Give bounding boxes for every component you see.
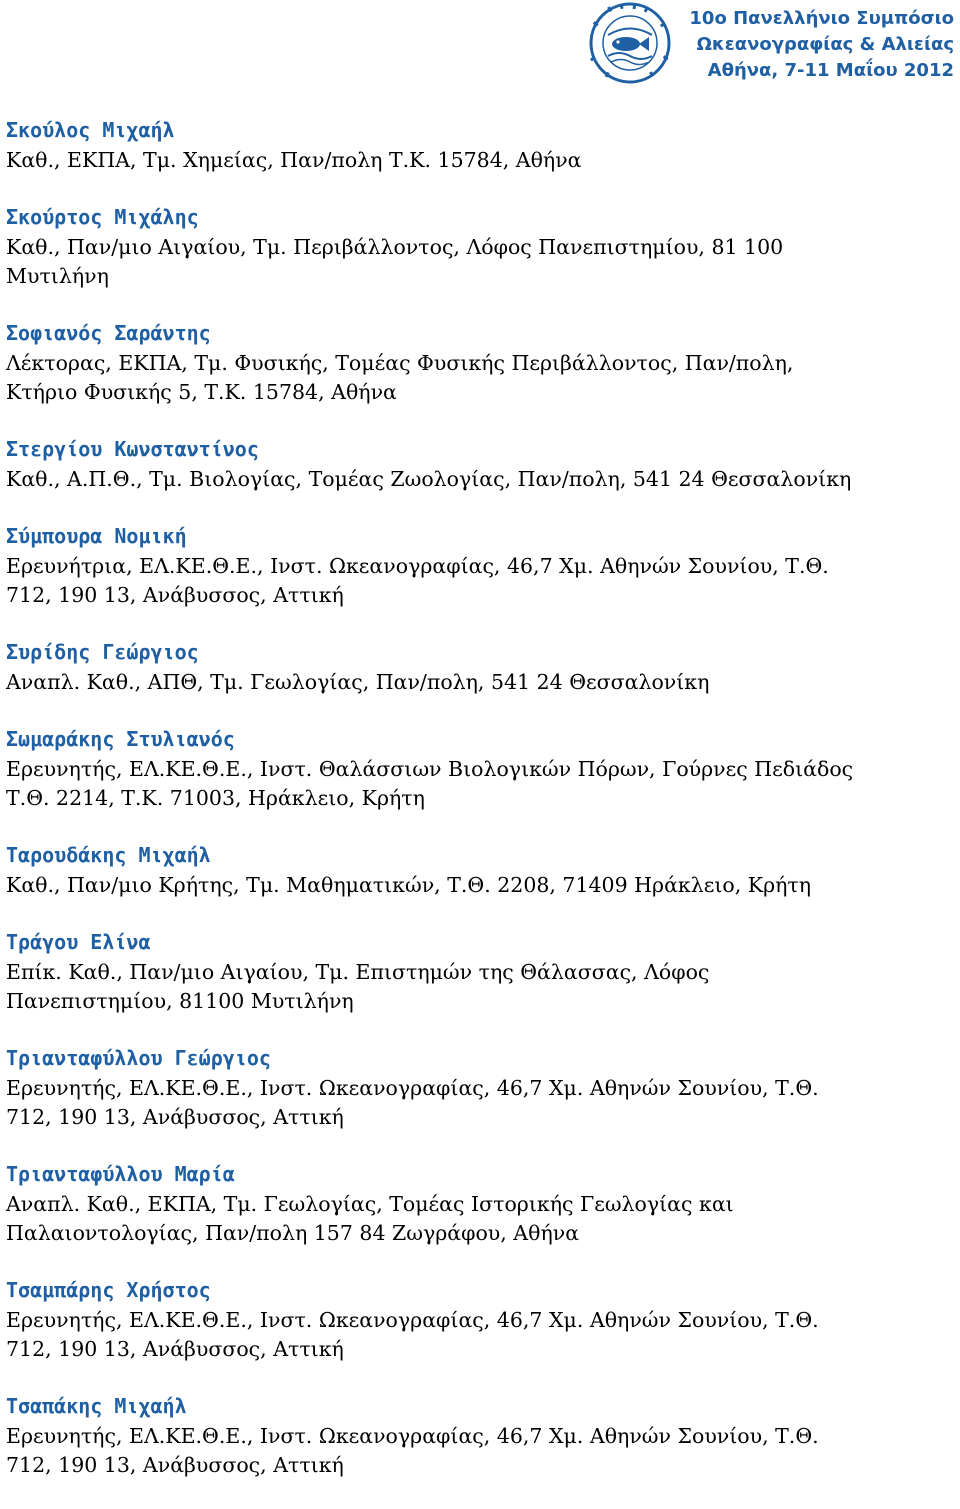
participant-entry bbox=[6, 726, 956, 813]
participant-entry bbox=[6, 1045, 956, 1132]
participant-affiliation bbox=[6, 349, 956, 407]
participant-name: Συρίδης Γεώργιος bbox=[6, 640, 199, 664]
participant-name: Σύμπουρα Νομική bbox=[6, 524, 187, 548]
participant-list bbox=[6, 117, 956, 1509]
participant-name: Τσαπάκης Μιχαήλ bbox=[6, 1394, 187, 1418]
affiliation-line: Ερευνητής, ΕΛ.ΚΕ.Θ.Ε., Ινστ. Θαλάσσιων Βιολογικών Πόρων, Γούρνες Πεδιάδος bbox=[6, 757, 854, 781]
conference-subject-line: Ωκεανογραφίας & Αλιείας bbox=[696, 34, 954, 55]
conference-name-line: 10ο Πανελλήνιο Συμπόσιο bbox=[689, 8, 954, 29]
participant-affiliation bbox=[6, 755, 956, 813]
participant-entry bbox=[6, 523, 956, 610]
page-header bbox=[0, 0, 960, 90]
participant-affiliation bbox=[6, 1306, 956, 1364]
participant-entry bbox=[6, 1277, 956, 1364]
affiliation-line: Καθ., ΕΚΠΑ, Τμ. Χημείας, Παν/πολη Τ.Κ. 15784, Αθήνα bbox=[6, 148, 582, 172]
affiliation-line: 712, 190 13, Ανάβυσσος, Αττική bbox=[6, 1453, 344, 1477]
affiliation-line: Μυτιλήνη bbox=[6, 264, 109, 288]
affiliation-line: Λέκτορας, ΕΚΠΑ, Τμ. Φυσικής, Τομέας Φυσικής Περιβάλλοντος, Παν/πολη, bbox=[6, 351, 794, 375]
participant-entry bbox=[6, 1161, 956, 1248]
participant-entry bbox=[6, 639, 956, 697]
participant-affiliation bbox=[6, 146, 956, 175]
participant-name: Στεργίου Κωνσταντίνος bbox=[6, 437, 259, 461]
participant-name: Τράγου Ελίνα bbox=[6, 930, 151, 954]
affiliation-line: Ερευνητής, ΕΛ.ΚΕ.Θ.Ε., Ινστ. Ωκεανογραφίας, 46,7 Χμ. Αθηνών Σουνίου, Τ.Θ. bbox=[6, 1424, 819, 1448]
affiliation-line: Καθ., Α.Π.Θ., Τμ. Βιολογίας, Τομέας Ζωολογίας, Παν/πολη, 541 24 Θεσσαλονίκη bbox=[6, 467, 852, 491]
affiliation-line: Κτήριο Φυσικής 5, Τ.Κ. 15784, Αθήνα bbox=[6, 380, 397, 404]
affiliation-line: Πανεπιστημίου, 81100 Μυτιλήνη bbox=[6, 989, 354, 1013]
participant-affiliation bbox=[6, 1190, 956, 1248]
participant-affiliation bbox=[6, 1074, 956, 1132]
conference-title bbox=[684, 6, 954, 84]
participant-entry bbox=[6, 842, 956, 900]
affiliation-line: Καθ., Παν/μιο Αιγαίου, Τμ. Περιβάλλοντος, Λόφος Πανεπιστημίου, 81 100 bbox=[6, 235, 784, 259]
participant-affiliation bbox=[6, 233, 956, 291]
affiliation-line: Ερευνητής, ΕΛ.ΚΕ.Θ.Ε., Ινστ. Ωκεανογραφίας, 46,7 Χμ. Αθηνών Σουνίου, Τ.Θ. bbox=[6, 1308, 819, 1332]
participant-name: Ταρουδάκης Μιχαήλ bbox=[6, 843, 211, 867]
participant-name: Σκούρτος Μιχάλης bbox=[6, 205, 199, 229]
participant-affiliation bbox=[6, 1422, 956, 1480]
affiliation-line: Καθ., Παν/μιο Κρήτης, Τμ. Μαθηματικών, Τ.Θ. 2208, 71409 Ηράκλειο, Κρήτη bbox=[6, 873, 812, 897]
participant-name: Σωμαράκης Στυλιανός bbox=[6, 727, 235, 751]
affiliation-line: 712, 190 13, Ανάβυσσος, Αττική bbox=[6, 583, 344, 607]
participant-affiliation bbox=[6, 668, 956, 697]
participant-name: Σκούλος Μιχαήλ bbox=[6, 118, 175, 142]
participant-entry bbox=[6, 117, 956, 175]
participant-entry bbox=[6, 929, 956, 1016]
conference-date-line: Αθήνα, 7-11 Μαΐου 2012 bbox=[707, 60, 954, 81]
participant-entry bbox=[6, 1393, 956, 1480]
participant-entry bbox=[6, 436, 956, 494]
affiliation-line: Παλαιοντολογίας, Παν/πολη 157 84 Ζωγράφου, Αθήνα bbox=[6, 1221, 580, 1245]
affiliation-line: Αναπλ. Καθ., ΕΚΠΑ, Τμ. Γεωλογίας, Τομέας Ιστορικής Γεωλογίας και bbox=[6, 1192, 734, 1216]
participant-affiliation bbox=[6, 958, 956, 1016]
participant-affiliation bbox=[6, 465, 956, 494]
participant-name: Τσαμπάρης Χρήστος bbox=[6, 1278, 211, 1302]
affiliation-line: Επίκ. Καθ., Παν/μιο Αιγαίου, Τμ. Επιστημών της Θάλασσας, Λόφος bbox=[6, 960, 710, 984]
affiliation-line: 712, 190 13, Ανάβυσσος, Αττική bbox=[6, 1337, 344, 1361]
participant-entry bbox=[6, 320, 956, 407]
affiliation-line: Ερευνήτρια, ΕΛ.ΚΕ.Θ.Ε., Ινστ. Ωκεανογραφίας, 46,7 Χμ. Αθηνών Σουνίου, Τ.Θ. bbox=[6, 554, 829, 578]
participant-affiliation bbox=[6, 552, 956, 610]
participant-name: Τριανταφύλλου Γεώργιος bbox=[6, 1046, 271, 1070]
affiliation-line: Ερευνητής, ΕΛ.ΚΕ.Θ.Ε., Ινστ. Ωκεανογραφίας, 46,7 Χμ. Αθηνών Σουνίου, Τ.Θ. bbox=[6, 1076, 819, 1100]
participant-affiliation bbox=[6, 871, 956, 900]
conference-seal-fish-icon bbox=[578, 2, 682, 84]
affiliation-line: Αναπλ. Καθ., ΑΠΘ, Τμ. Γεωλογίας, Παν/πολη, 541 24 Θεσσαλονίκη bbox=[6, 670, 710, 694]
affiliation-line: 712, 190 13, Ανάβυσσος, Αττική bbox=[6, 1105, 344, 1129]
participant-name: Τριανταφύλλου Μαρία bbox=[6, 1162, 235, 1186]
affiliation-line: Τ.Θ. 2214, Τ.Κ. 71003, Ηράκλειο, Κρήτη bbox=[6, 786, 425, 810]
participant-entry bbox=[6, 204, 956, 291]
participant-name: Σοφιανός Σαράντης bbox=[6, 321, 211, 345]
